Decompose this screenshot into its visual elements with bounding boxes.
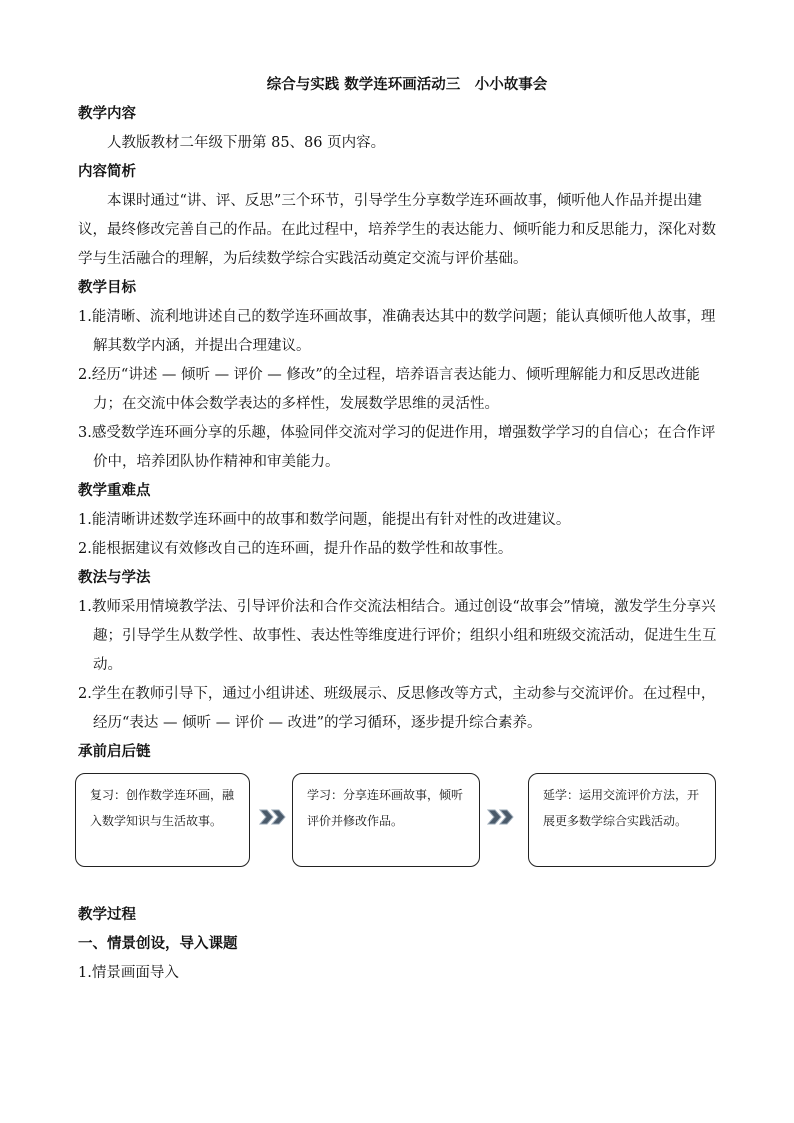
page-title: 综合与实践 数学连环画活动三 小小故事会 [266,76,548,93]
chain-box-review: 复习：创作数学连环画，融入数学知识与生活故事。 [75,773,250,867]
keypoint-item: 1.能清晰讲述数学连环画中的故事和数学问题，能提出有针对性的改进建议。 [78,512,571,528]
process-item: 1.情景画面导入 [78,965,179,981]
method-item: 2.学生在教师引导下，通过小组讲述、班级展示、反思修改等方式，主动参与交流评价。在过程中，经历“表达 — 倾听 — 评价 — 改进”的学习循环，逐步提升综合素养。 [78,686,716,731]
goal-item: 1.能清晰、流利地讲述自己的数学连环画故事，准确表达其中的数学问题；能认真倾听他人故事，理解其数学内涵，并提出合理建议。 [78,309,716,354]
document-page [78,74,720,988]
summary-text: 本课时通过“讲、评、反思”三个环节，引导学生分享数学连环画故事，倾听他人作品并提出建议，最终修改完善自己的作品。在此过程中，培养学生的表达能力、倾听能力和反思能力，深化对数学与生活融合的理解，为后续数学综合实践活动奠定交流与评价基础。 [78,193,716,267]
section-heading-goals: 教学目标 [78,280,136,296]
process-subheading: 一、情景创设，导入课题 [78,936,238,952]
goal-item: 3.感受数学连环画分享的乐趣，体验同伴交流对学习的促进作用，增强数学学习的自信心；在合作评价中，培养团队协作精神和审美能力。 [78,425,716,470]
section-heading-content: 教学内容 [78,106,136,122]
content-text: 人教版教材二年级下册第 85、86 页内容。 [107,135,386,151]
section-heading-summary: 内容简析 [78,164,136,180]
section-heading-methods: 教法与学法 [78,570,151,586]
method-item: 1.教师采用情境教学法、引导评价法和合作交流法相结合。通过创设“故事会”情境，激发学生分享兴趣；引导学生从数学性、故事性、表达性等维度进行评价；组织小组和班级交流活动，促进生生互动。 [78,599,717,673]
chain-box-learn: 学习：分享连环画故事，倾听评价并修改作品。 [292,773,480,867]
section-heading-chain: 承前启后链 [78,744,151,760]
chain-box-extend: 延学：运用交流评价方法，开展更多数学综合实践活动。 [528,773,716,867]
goal-item: 2.经历“讲述 — 倾听 — 评价 — 修改”的全过程，培养语言表达能力、倾听理解能力和反思改进能力；在交流中体会数学表达的多样性，发展数学思维的灵活性。 [78,367,700,412]
double-chevron-icon [486,807,518,827]
section-heading-process: 教学过程 [78,907,136,923]
chain-diagram [78,771,720,883]
keypoint-item: 2.能根据建议有效修改自己的连环画，提升作品的数学性和故事性。 [78,541,513,557]
double-chevron-icon [258,807,290,827]
section-heading-keypoints: 教学重难点 [78,483,151,499]
